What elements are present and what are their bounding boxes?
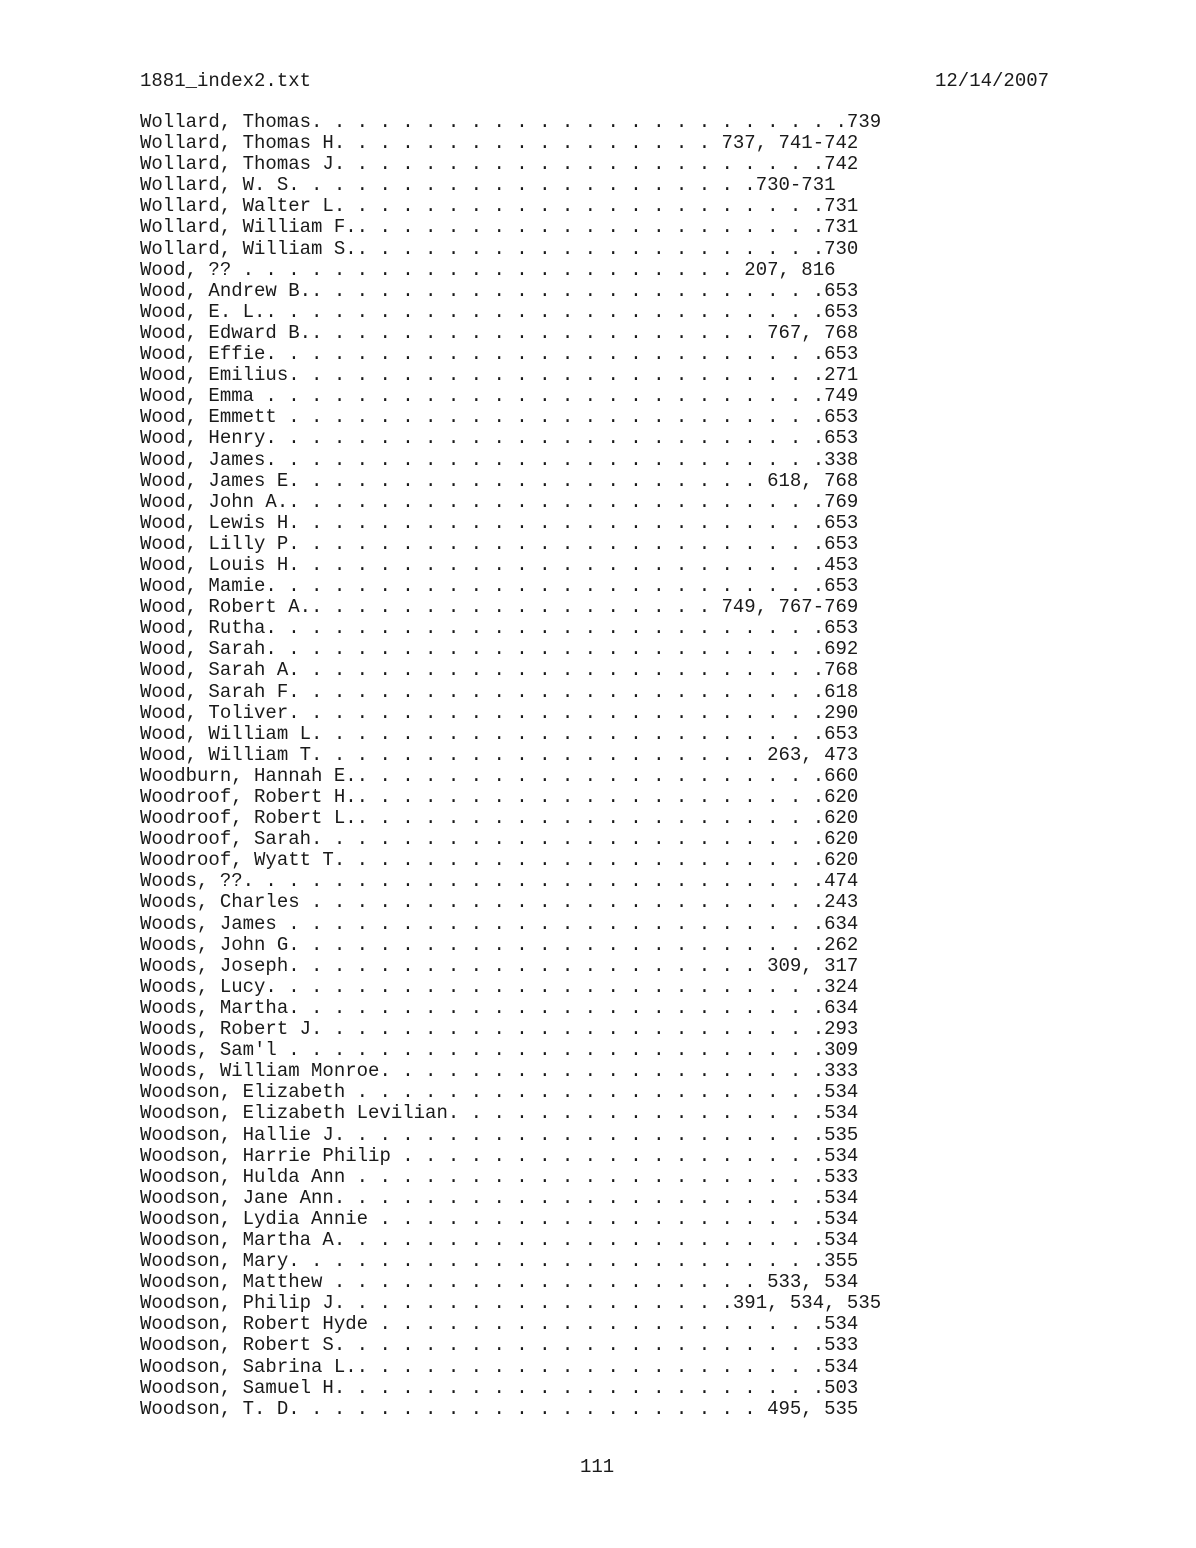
index-entry: Woodson, Philip J. . . . . . . . . . . . . . . . . .391, 534, 535 — [140, 1292, 882, 1315]
index-entry: Wood, William L. . . . . . . . . . . . . . . . . . . . . . .653 — [140, 722, 859, 745]
index-entry: Woodson, Matthew . . . . . . . . . . . . . . . . . . . 533, 534 — [140, 1271, 859, 1294]
index-entry: Wollard, W. S. . . . . . . . . . . . . . . . . . . . .730-731 — [140, 174, 836, 197]
index-entry: Wood, Mamie. . . . . . . . . . . . . . . . . . . . . . . . .653 — [140, 575, 859, 598]
index-entry: Wollard, William F.. . . . . . . . . . . . . . . . . . . . .731 — [140, 216, 859, 239]
index-entry: Woodroof, Robert H.. . . . . . . . . . . . . . . . . . . . .620 — [140, 786, 859, 808]
index-entry: Woodburn, Hannah E.. . . . . . . . . . . . . . . . . . . . .660 — [140, 764, 859, 787]
index-entry: Woods, Lucy. . . . . . . . . . . . . . . . . . . . . . . . .324 — [140, 975, 859, 998]
index-entry: Woodroof, Wyatt T. . . . . . . . . . . . . . . . . . . . . .620 — [140, 849, 859, 872]
name-index-list — [140, 112, 920, 1420]
index-entry: Woods, ??. . . . . . . . . . . . . . . . . . . . . . . . . .474 — [140, 870, 859, 893]
index-entry: Wood, ?? . . . . . . . . . . . . . . . . . . . . . . 207, 816 — [140, 258, 836, 281]
index-entry: Wollard, Thomas H. . . . . . . . . . . . . . . . . 737, 741-742 — [140, 132, 859, 155]
index-entry: Wood, Robert A.. . . . . . . . . . . . . . . . . . 749, 767-769 — [140, 596, 859, 619]
index-entry: Wood, Henry. . . . . . . . . . . . . . . . . . . . . . . . .653 — [140, 427, 859, 450]
index-entry: Wood, Andrew B.. . . . . . . . . . . . . . . . . . . . . . .653 — [140, 279, 859, 302]
index-entry: Woodson, Jane Ann. . . . . . . . . . . . . . . . . . . . . .534 — [140, 1186, 859, 1209]
index-entry: Woods, Martha. . . . . . . . . . . . . . . . . . . . . . . .634 — [140, 996, 859, 1019]
index-entry: Woodson, Sabrina L.. . . . . . . . . . . . . . . . . . . . .534 — [140, 1355, 859, 1378]
index-entry: Woodson, Robert S. . . . . . . . . . . . . . . . . . . . . .533 — [140, 1334, 859, 1357]
index-entry: Woodson, T. D. . . . . . . . . . . . . . . . . . . . . 495, 535 — [140, 1397, 859, 1420]
index-entry: Wood, Sarah. . . . . . . . . . . . . . . . . . . . . . . . .692 — [140, 638, 859, 661]
document-filename: 1881_index2.txt — [140, 70, 312, 92]
index-entry: Wood, Lilly P. . . . . . . . . . . . . . . . . . . . . . . .653 — [140, 532, 859, 555]
index-entry: Wood, William T. . . . . . . . . . . . . . . . . . . . 263, 473 — [140, 743, 859, 766]
index-entry: Wollard, Walter L. . . . . . . . . . . . . . . . . . . . . .731 — [140, 195, 859, 218]
index-entry: Wollard, William S.. . . . . . . . . . . . . . . . . . . . .730 — [140, 237, 859, 260]
index-entry: Woods, John G. . . . . . . . . . . . . . . . . . . . . . . .262 — [140, 933, 859, 956]
index-entry: Woodson, Martha A. . . . . . . . . . . . . . . . . . . . . .534 — [140, 1228, 859, 1251]
index-entry: Woodroof, Robert L.. . . . . . . . . . . . . . . . . . . . .620 — [140, 807, 859, 830]
index-entry: Woods, Charles . . . . . . . . . . . . . . . . . . . . . . .243 — [140, 891, 859, 914]
index-entry: Woods, Joseph. . . . . . . . . . . . . . . . . . . . . 309, 317 — [140, 954, 859, 977]
index-entry: Woodson, Robert Hyde . . . . . . . . . . . . . . . . . . . .534 — [140, 1313, 859, 1336]
index-entry: Wood, John A.. . . . . . . . . . . . . . . . . . . . . . . .769 — [140, 490, 859, 513]
index-entry: Woods, Robert J. . . . . . . . . . . . . . . . . . . . . . .293 — [140, 1018, 859, 1041]
index-entry: Wood, Edward B.. . . . . . . . . . . . . . . . . . . . 767, 768 — [140, 321, 859, 344]
page-number: 111 — [580, 1456, 615, 1478]
index-entry: Woods, Sam'l . . . . . . . . . . . . . . . . . . . . . . . .309 — [140, 1039, 859, 1062]
index-entry: Wood, Sarah F. . . . . . . . . . . . . . . . . . . . . . . .618 — [140, 680, 859, 703]
index-entry: Woods, William Monroe. . . . . . . . . . . . . . . . . . . .333 — [140, 1060, 859, 1083]
index-entry: Wood, Emmett . . . . . . . . . . . . . . . . . . . . . . . .653 — [140, 406, 859, 429]
index-entry: Wood, Emma . . . . . . . . . . . . . . . . . . . . . . . . .749 — [140, 385, 859, 408]
index-entry: Wood, Rutha. . . . . . . . . . . . . . . . . . . . . . . . .653 — [140, 617, 859, 640]
document-date: 12/14/2007 — [935, 70, 1050, 92]
index-entry: Wood, Louis H. . . . . . . . . . . . . . . . . . . . . . . .453 — [140, 553, 859, 576]
index-entry: Wood, Emilius. . . . . . . . . . . . . . . . . . . . . . . .271 — [140, 364, 859, 387]
index-entry: Wood, Lewis H. . . . . . . . . . . . . . . . . . . . . . . .653 — [140, 511, 859, 534]
index-entry: Woodson, Mary. . . . . . . . . . . . . . . . . . . . . . . .355 — [140, 1250, 859, 1273]
index-entry: Wood, Toliver. . . . . . . . . . . . . . . . . . . . . . . .290 — [140, 701, 859, 724]
index-entry: Wood, E. L.. . . . . . . . . . . . . . . . . . . . . . . . .653 — [140, 300, 859, 323]
index-entry: Woodson, Elizabeth Levilian. . . . . . . . . . . . . . . . .534 — [140, 1102, 859, 1125]
index-entry: Wood, James. . . . . . . . . . . . . . . . . . . . . . . . .338 — [140, 448, 859, 471]
index-entry: Woods, James . . . . . . . . . . . . . . . . . . . . . . . .634 — [140, 912, 859, 935]
index-entry: Woodson, Samuel H. . . . . . . . . . . . . . . . . . . . . .503 — [140, 1376, 859, 1399]
index-entry: Woodson, Elizabeth . . . . . . . . . . . . . . . . . . . . .534 — [140, 1081, 859, 1104]
index-entry: Woodroof, Sarah. . . . . . . . . . . . . . . . . . . . . . .620 — [140, 828, 859, 851]
index-entry: Wollard, Thomas. . . . . . . . . . . . . . . . . . . . . . . .739 — [140, 111, 882, 133]
index-entry: Woodson, Harrie Philip . . . . . . . . . . . . . . . . . . .534 — [140, 1144, 859, 1167]
index-entry: Wood, Sarah A. . . . . . . . . . . . . . . . . . . . . . . .768 — [140, 659, 859, 682]
index-entry: Wood, Effie. . . . . . . . . . . . . . . . . . . . . . . . .653 — [140, 343, 859, 366]
index-entry: Woodson, Hulda Ann . . . . . . . . . . . . . . . . . . . . .533 — [140, 1165, 859, 1188]
index-entry: Woodson, Lydia Annie . . . . . . . . . . . . . . . . . . . .534 — [140, 1207, 859, 1230]
index-entry: Wollard, Thomas J. . . . . . . . . . . . . . . . . . . . . .742 — [140, 153, 859, 176]
index-entry: Woodson, Hallie J. . . . . . . . . . . . . . . . . . . . . .535 — [140, 1123, 859, 1146]
index-entry: Wood, James E. . . . . . . . . . . . . . . . . . . . . 618, 768 — [140, 469, 859, 492]
